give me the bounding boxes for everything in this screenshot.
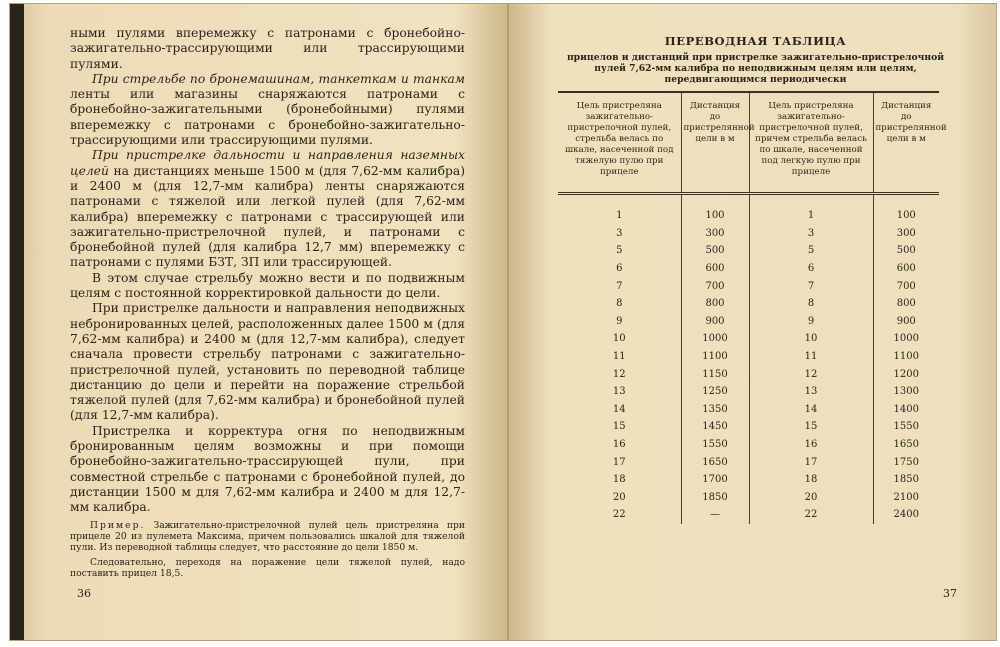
- table-subtitle: прицелов и дистанций при пристрелке зажигательно-пристрелочной пулей 7,62-мм калибра по неподвижным целям или целям, передвигающимся периодически: [566, 52, 945, 85]
- table-cell: 6: [749, 260, 873, 278]
- column-header-heavy-sight: Цель пристреляна зажигательно-пристрелочной пулей, стрельба велась по шкале, насеченной под тяжелую пулю при прицеле: [558, 92, 681, 194]
- table-cell: 1200: [873, 365, 939, 383]
- table-cell: 14: [612, 403, 626, 415]
- table-cell: 500: [873, 242, 939, 260]
- note-text: Следовательно, переходя на поражение цели тяжелой пулей, надо поставить прицел 18,5.: [70, 557, 465, 580]
- example-note: [70, 520, 465, 554]
- column-header-distance-heavy: Дистанция до пристрелянной цели в м: [681, 92, 749, 194]
- page-number-right: 37: [943, 587, 957, 600]
- table-row: [558, 260, 939, 278]
- paragraph-lead: При стрельбе по бронемашинам, танкеткам и танкам: [92, 71, 465, 86]
- table-cell: 1300: [873, 383, 939, 401]
- table-cell: 100: [681, 194, 749, 225]
- table-cell: 1850: [681, 489, 749, 507]
- conversion-table: [558, 91, 947, 524]
- table-cell: 12: [749, 365, 873, 383]
- paragraph-text: ными пулями вперемежку с патронами с бронебойно-зажигательно-трассирующими или трассирующими пулями.: [70, 26, 465, 71]
- table-row: [558, 418, 939, 436]
- right-page: [558, 34, 953, 634]
- paragraph-text: Пристрелка и корректура огня по неподвижным бронированным целям возможны и при помощи бронебойно-зажигательно-трассирующей пули, при совместной стрельбе с патронами с бронебойной пулей, до дистанции 1500 м для 7,62-мм калибра и 2400 м для 12,7-мм калибра.: [70, 423, 465, 515]
- table-cell: 10: [749, 330, 873, 348]
- table-cell: 800: [873, 295, 939, 313]
- table-cell: 1100: [873, 348, 939, 366]
- table-cell: 15: [749, 418, 873, 436]
- column-header-light-sight: Цель пристреляна зажигательно-пристрелочной пулей, причем стрельба велась по шкале, насеченной под легкую пулю при прицеле: [749, 92, 873, 194]
- table-cell: 13: [612, 386, 626, 398]
- table-cell: 1000: [873, 330, 939, 348]
- table-cell: 600: [681, 260, 749, 278]
- table-cell: 700: [681, 277, 749, 295]
- table-row: [558, 471, 939, 489]
- paragraph-text: на дистанциях меньше 1500 м (для 7,62-мм калибра) и 2400 м (для 12,7-мм калибра) ленты снаряжаются патронами с тяжелой или легкой пулей (для 7,62-мм калибра) вперемежку с патронами с трассирующей или зажигательно-пристрелочной пулей, и патронами с бронебойной пулей (для калибра 12,7 мм) вперемежку с патронами с пулями БЗТ, ЗП или трассирующей.: [70, 163, 465, 270]
- table-cell: 1100: [681, 348, 749, 366]
- table-cell: 1650: [681, 453, 749, 471]
- table-cell: 14: [749, 401, 873, 419]
- table-cell: 2100: [873, 489, 939, 507]
- paragraph: [70, 72, 465, 148]
- paragraph-text: В этом случае стрельбу можно вести и по подвижным целям с постоянной корректировкой дальности до цели.: [70, 270, 465, 301]
- book-spread: [10, 4, 996, 640]
- table-cell: 900: [873, 313, 939, 331]
- table-cell: 1700: [681, 471, 749, 489]
- table-title: ПЕРЕВОДНАЯ ТАБЛИЦА: [664, 34, 847, 48]
- table-cell: 1250: [681, 383, 749, 401]
- table-cell: 1550: [873, 418, 939, 436]
- table-row: [558, 401, 939, 419]
- table-cell: 1350: [681, 401, 749, 419]
- paragraph: [70, 148, 465, 270]
- table-cell: 10: [612, 333, 626, 345]
- paragraph-text: При пристрелке дальности и направления неподвижных небронированных целей, расположенных далее 1500 м (для 7,62-мм калибра) и 2400 м (для 12,7-мм калибра), следует сначала провести стрельбу патронами с зажигательно-пристрелочной пулей, установить по переводной таблице дистанцию до цели и перейти на поражение стрельбой тяжелой пулей (для 7,62-мм калибра) и бронебойной пулей (для 12,7-мм калибра).: [70, 301, 465, 423]
- table-row: [558, 348, 939, 366]
- table-body: [558, 194, 939, 524]
- table-cell: 16: [612, 439, 626, 451]
- table-cell: 17: [612, 456, 626, 468]
- table-cell: 100: [873, 194, 939, 225]
- table-cell: 20: [749, 489, 873, 507]
- table-cell: 12: [612, 368, 626, 380]
- table-row: [558, 313, 939, 331]
- note-text: Зажигательно-пристрелочной пулей цель пристреляна при прицеле 20 из пулемета Максима, причем пользовались шкалой для тяжелой пули. Из переводной таблицы следует, что расстояние до цели 1850 м.: [70, 519, 465, 553]
- table-cell: 900: [681, 313, 749, 331]
- table-cell: 17: [749, 453, 873, 471]
- book-spine: [10, 4, 24, 640]
- table-row: [558, 436, 939, 454]
- table-row: [558, 365, 939, 383]
- table-cell: 5: [616, 245, 623, 257]
- table-cell: 20: [612, 491, 626, 503]
- table-cell: 16: [749, 436, 873, 454]
- paragraph-text: ленты или магазины снаряжаются патронами с бронебойно-зажигательными (бронебойными) пулями вперемежку с патронами с бронебойно-зажигательно-трассирующими или трассирующими пулями.: [70, 87, 465, 148]
- table-cell: 8: [616, 298, 623, 310]
- table-row: [558, 277, 939, 295]
- table-cell: 700: [873, 277, 939, 295]
- page-gutter: [507, 4, 509, 640]
- table-cell: 15: [612, 421, 626, 433]
- table-cell: 1150: [681, 365, 749, 383]
- paragraph: [70, 271, 465, 302]
- table-cell: 11: [612, 351, 626, 363]
- table-cell: 18: [612, 474, 626, 486]
- table-row: [558, 506, 939, 524]
- table-row: [558, 225, 939, 243]
- paragraph: [70, 424, 465, 516]
- table-cell: 5: [749, 242, 873, 260]
- table-cell: 1: [749, 194, 873, 225]
- table-cell: 8: [749, 295, 873, 313]
- table-cell: 1400: [873, 401, 939, 419]
- paragraph: [70, 301, 465, 423]
- example-note: [70, 557, 465, 579]
- table-cell: 9: [616, 315, 623, 327]
- table-cell: 1650: [873, 436, 939, 454]
- table-cell: 3: [749, 225, 873, 243]
- table-cell: 1750: [873, 453, 939, 471]
- table-cell: 500: [681, 242, 749, 260]
- table-cell: 11: [749, 348, 873, 366]
- table-cell: 7: [749, 277, 873, 295]
- table-cell: 800: [681, 295, 749, 313]
- table-row: [558, 295, 939, 313]
- table-cell: 13: [749, 383, 873, 401]
- table-cell: 7: [616, 280, 623, 292]
- table-cell: 6: [616, 263, 623, 275]
- table-cell: 1450: [681, 418, 749, 436]
- table-cell: 1550: [681, 436, 749, 454]
- page-number-left: 36: [77, 587, 91, 600]
- column-header-distance-light: Дистанция до пристрелянной цели в м: [873, 92, 939, 194]
- table-cell: 3: [616, 227, 623, 239]
- table-cell: 18: [749, 471, 873, 489]
- table-cell: 300: [681, 225, 749, 243]
- table-cell: 600: [873, 260, 939, 278]
- table-cell: 1000: [681, 330, 749, 348]
- table-cell: 9: [749, 313, 873, 331]
- paragraph-lead: При пристрелке дальности и направления наземных целей: [70, 148, 465, 178]
- note-lead: Пример.: [90, 519, 146, 531]
- left-page: [70, 26, 465, 626]
- table-cell: 1: [616, 210, 623, 222]
- table-cell: —: [681, 506, 749, 524]
- table-cell: 2400: [873, 506, 939, 524]
- table-row: [558, 242, 939, 260]
- table-cell: 22: [749, 506, 873, 524]
- table-row: [558, 489, 939, 507]
- paragraph: [70, 26, 465, 72]
- table-row: [558, 453, 939, 471]
- table-cell: 300: [873, 225, 939, 243]
- table-row: [558, 383, 939, 401]
- table-cell: 22: [612, 509, 626, 521]
- table-cell: 1850: [873, 471, 939, 489]
- table-row: [558, 194, 939, 225]
- table-row: [558, 330, 939, 348]
